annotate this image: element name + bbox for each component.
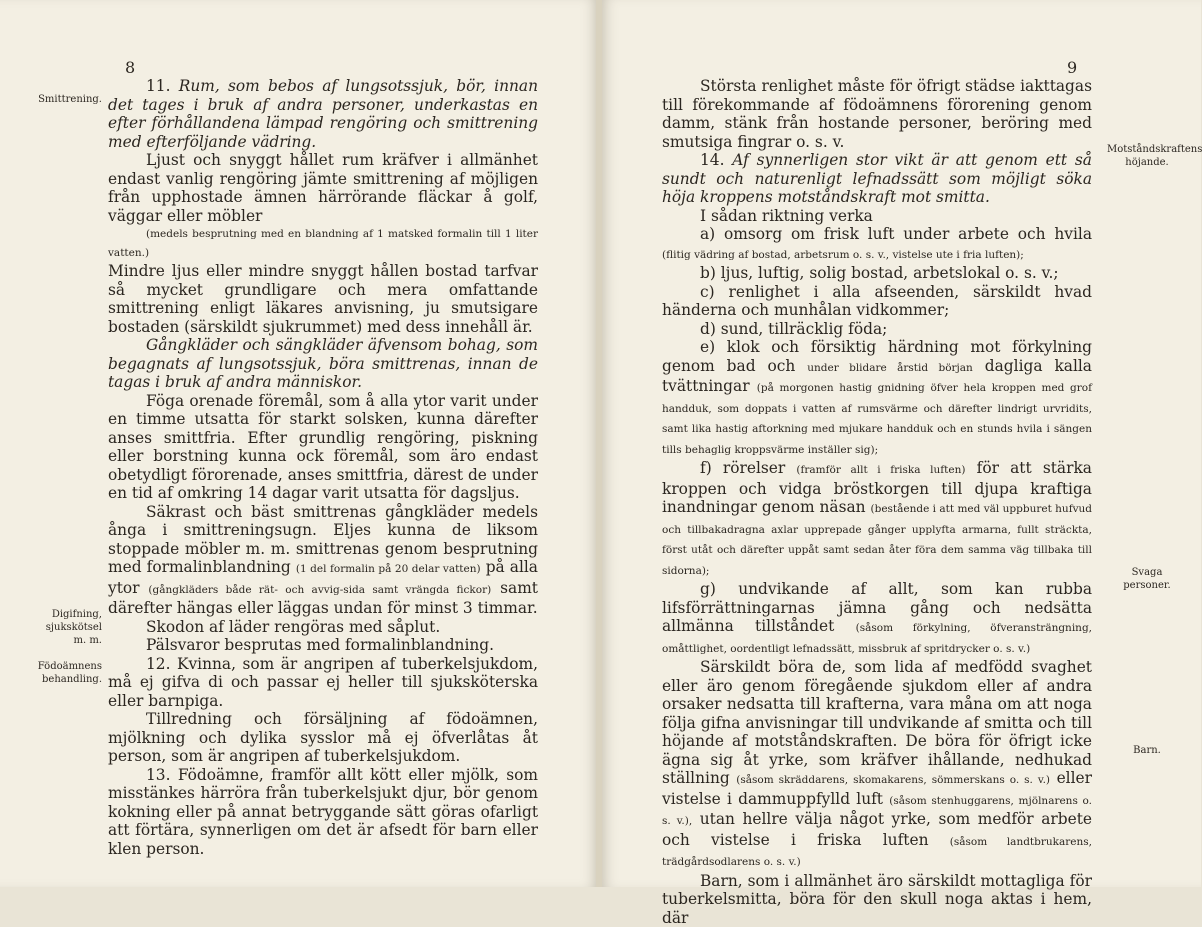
paragraph: [662, 658, 1092, 872]
paragraph-number: 13.: [146, 766, 170, 784]
small-note: (såsom landtbrukarens, trädgårdsodlarens o. s. v.): [662, 836, 1092, 869]
paragraph-number: 14.: [700, 151, 724, 169]
left-page: [0, 0, 598, 887]
body-text: [108, 77, 538, 858]
italic-rule: Gångkläder och sängkläder äfvensom bohag, som begagnats af lungsotssjuk, böra smittrenas, innan de tagas i bruk af andra människor.: [108, 336, 538, 391]
small-note: under blidare årstid början: [807, 362, 973, 374]
text: Ljust och snyggt hållet rum kräfver i allmänhet endast vanlig rengöring jämte smittrening af möjligen från upphostade ämnen härrörande fläckar å golf, väggar eller möbler: [108, 151, 538, 225]
margin-note: Smittrening.: [30, 93, 102, 106]
text: e) klok och försiktig härdning mot förkylning genom bad och: [662, 338, 1092, 375]
margin-note: Svaga personer.: [1107, 566, 1187, 592]
paragraph: [662, 872, 1092, 927]
paragraph: [108, 636, 538, 655]
paragraph: [108, 710, 538, 766]
small-note: (såsom stenhuggarens, mjölnarens o. s. v.),: [662, 795, 1092, 828]
paragraph-number: 12.: [146, 655, 170, 673]
text: Mindre ljus eller mindre snyggt hållen bostad tarfvar så mycket grundligare och mera omfattande smittrening enligt läkares anvisning, ju smutsigare bostaden (särskildt sjukrummet) med dess innehåll är.: [108, 262, 538, 336]
text: Barn, som i allmänhet äro särskildt mottagliga för tuberkelsmitta, böra för den skull noga aktas i hem, där: [662, 872, 1092, 927]
text: f) rörelser: [700, 459, 785, 477]
text: Kvinna, som är angripen af tuberkelsjukdom, må ej gifva di och passar ej heller till sjuksköterska eller barnpiga.: [108, 655, 538, 710]
right-page: [602, 0, 1201, 887]
margin-note: Digifning, sjukskötsel m. m.: [30, 608, 102, 647]
text: Säkrast och bäst smittrenas gångkläder medels ånga i smittreningsugn. Eljes kunna de liksom stoppade möbler m. m. smittrenas genom besprutning med formalinblandning: [108, 503, 538, 577]
text: för att stärka kroppen och vidga bröstkorgen till djupa kraftiga inandningar genom näsan: [662, 459, 1092, 516]
text: g) undvikande af allt, som kan rubba lifsförrättningarnas jämna gång och nedsätta allmänna tillståndet: [662, 580, 1092, 635]
text: Födoämne, framför allt kött eller mjölk, som misstänkes härröra från tuberkelsjukt djur, bör genom kokning eller på annat betryggande sätt göras ofarligt att förtära, synnerligen om det är afsedt för barn eller klen person.: [108, 766, 538, 858]
text: Särskildt böra de, som lida af medfödd svaghet eller äro genom föregående sjukdom eller af andra orsaker nedsatta till krafterna, vara måna om att noga följa gifna anvisningar till undvikande af smitta och till höjande af motståndskraften. De böra för öfrigt icke ägna sig åt yrke, som kräfver ihållande, nedhukad ställning: [662, 658, 1092, 787]
text: samt därefter hängas eller läggas undan för minst 3 timmar.: [108, 579, 538, 618]
list-item: [662, 580, 1092, 658]
list-item: [662, 283, 1092, 320]
small-note: (såsom skräddarens, skomakarens, sömmerskans o. s. v.): [736, 774, 1050, 786]
paragraph: [662, 207, 1092, 226]
text: c) renlighet i alla afseenden, särskildt hvad händerna och munhålan vidkommer;: [662, 283, 1092, 320]
paragraph: [662, 77, 1092, 151]
small-note: (gångkläders både rät- och avvig-sida samt vrängda fickor): [148, 584, 491, 596]
paragraph: [108, 503, 538, 618]
text: a) omsorg om frisk luft under arbete och hvila: [700, 225, 1092, 243]
text: Största renlighet måste för öfrigt städse iakttagas till förekommande af födoämnens förorening genom damm, stänk från hostande personer, beröring med smutsiga fingrar o. s. v.: [662, 77, 1092, 151]
paragraph: [108, 655, 538, 711]
paragraph: [108, 392, 538, 503]
small-note: (bestående i att med väl uppburet hufvud och tillbakadragna axlar upprepade gånger upplyfta armarna, fullt sträckta, först utåt och därefter uppåt samt sedan åter föra dem samma väg tillbaka till sidorna);: [662, 503, 1092, 577]
list-item: [662, 264, 1092, 283]
text: d) sund, tillräcklig föda;: [700, 320, 887, 338]
italic-rule: Af synnerligen stor vikt är att genom ett så sundt och naturenligt lefnadssätt som möjligt söka höja kroppens motståndskraft mot smitta.: [662, 151, 1092, 206]
page-number: 9: [1067, 58, 1077, 77]
list-item: [662, 459, 1092, 580]
small-note: (på morgonen hastig gnidning öfver hela kroppen med grof handduk, som doppats i vatten af rumsvärme och därefter lindrigt urvridits, samt lika hastig aftorkning med mjukare handduk och en stunds hvila i sängen tills behaglig kroppsvärme inställer sig);: [662, 382, 1092, 456]
text: dagliga kalla tvättningar: [662, 357, 1092, 396]
small-note: (såsom förkylning, öfveransträngning, omåttlighet, oordentligt lefnadssätt, missbruk af spritdrycker o. s. v.): [662, 622, 1092, 655]
paragraph: [108, 77, 538, 151]
text: b) ljus, luftig, solig bostad, arbetslokal o. s. v.;: [700, 264, 1059, 282]
small-note: (1 del formalin på 20 delar vatten): [296, 563, 481, 575]
paragraph: [108, 766, 538, 859]
list-item: [662, 320, 1092, 339]
text: I sådan riktning verka: [700, 207, 873, 225]
italic-rule: Rum, som bebos af lungsotssjuk, bör, innan det tages i bruk af andra personer, underkastas en efter förhållandena lämpad rengöring och smittrening med efterföljande vädring.: [108, 77, 538, 151]
text: Tillredning och försäljning af födoämnen, mjölkning och dylika sysslor må ej öfverlåtas åt person, som är angripen af tuberkelsjukdom.: [108, 710, 538, 765]
list-item: [662, 225, 1092, 264]
margin-note: Födoämnens behandling.: [30, 660, 102, 686]
text: Skodon af läder rengöras med såplut.: [146, 618, 440, 636]
text: på alla ytor: [108, 558, 538, 597]
paragraph: [662, 151, 1092, 207]
margin-note: Barn.: [1107, 744, 1187, 757]
small-note: (flitig vädring af bostad, arbetsrum o. s. v., vistelse ute i fria luften);: [662, 249, 1024, 261]
paragraph-number: 11.: [146, 77, 170, 95]
text: Föga orenade föremål, som å alla ytor varit under en timme utsatta för starkt solsken, kunna därefter anses smittfria. Efter grundlig rengöring, piskning eller borstning kunna ock föremål, som äro endast obetydligt förorenade, anses smittfria, därest de under en tid af omkring 14 dagar varit utsatta för dagsljus.: [108, 392, 538, 503]
page-number: 8: [125, 58, 135, 77]
text: eller vistelse i dammuppfylld luft: [662, 769, 1092, 808]
text: Pälsvaror besprutas med formalinblandning.: [146, 636, 494, 654]
paragraph: [108, 336, 538, 392]
paragraph: [108, 151, 538, 336]
small-note: (medels besprutning med en blandning af 1 matsked formalin till 1 liter vatten.): [108, 225, 538, 262]
body-text: [662, 77, 1092, 927]
small-note: (framför allt i friska luften): [796, 464, 965, 476]
paragraph: [108, 618, 538, 637]
list-item: [662, 338, 1092, 459]
margin-note: Motståndskraftens höjande.: [1107, 143, 1187, 169]
text: utan hellre välja något yrke, som medför arbete och vistelse i friska luften: [662, 810, 1092, 849]
